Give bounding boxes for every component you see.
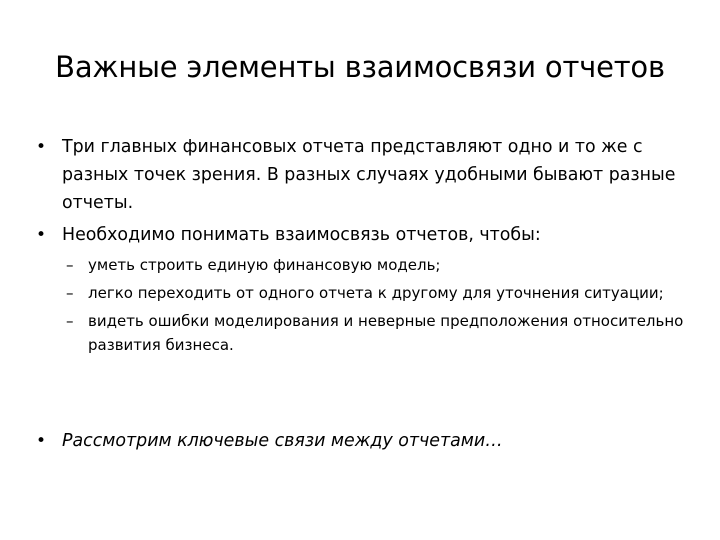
bullet-icon: • (36, 431, 47, 451)
bullet-item-statements (36, 133, 686, 217)
sub-item-text: видеть ошибки моделирования и неверные предположения относительно развития бизнеса. (88, 312, 684, 354)
dash-icon: – (66, 312, 74, 330)
spacer (36, 361, 686, 427)
sub-item-text: легко переходить от одного отчета к другому для уточнения ситуации; (88, 284, 664, 302)
slide-content (36, 133, 686, 459)
bullet-item-consider (36, 427, 686, 455)
sub-item-model (36, 253, 686, 277)
dash-icon: – (66, 284, 74, 302)
sub-item-errors (36, 309, 686, 357)
sub-item-text: уметь строить единую финансовую модель; (88, 256, 441, 274)
bullet-text: Три главных финансовых отчета представляют одно и то же с разных точек зрения. В разных случаях удобными бывают разные отчеты. (62, 137, 676, 213)
bullet-icon: • (36, 137, 47, 157)
dash-icon: – (66, 256, 74, 274)
sub-item-switch (36, 281, 686, 305)
bullet-item-understand (36, 221, 686, 249)
bullet-text: Необходимо понимать взаимосвязь отчетов, чтобы: (62, 225, 541, 245)
bullet-icon: • (36, 225, 47, 245)
bullet-text: Рассмотрим ключевые связи между отчетами… (62, 431, 503, 451)
slide-title: Важные элементы взаимосвязи отчетов (55, 50, 665, 84)
